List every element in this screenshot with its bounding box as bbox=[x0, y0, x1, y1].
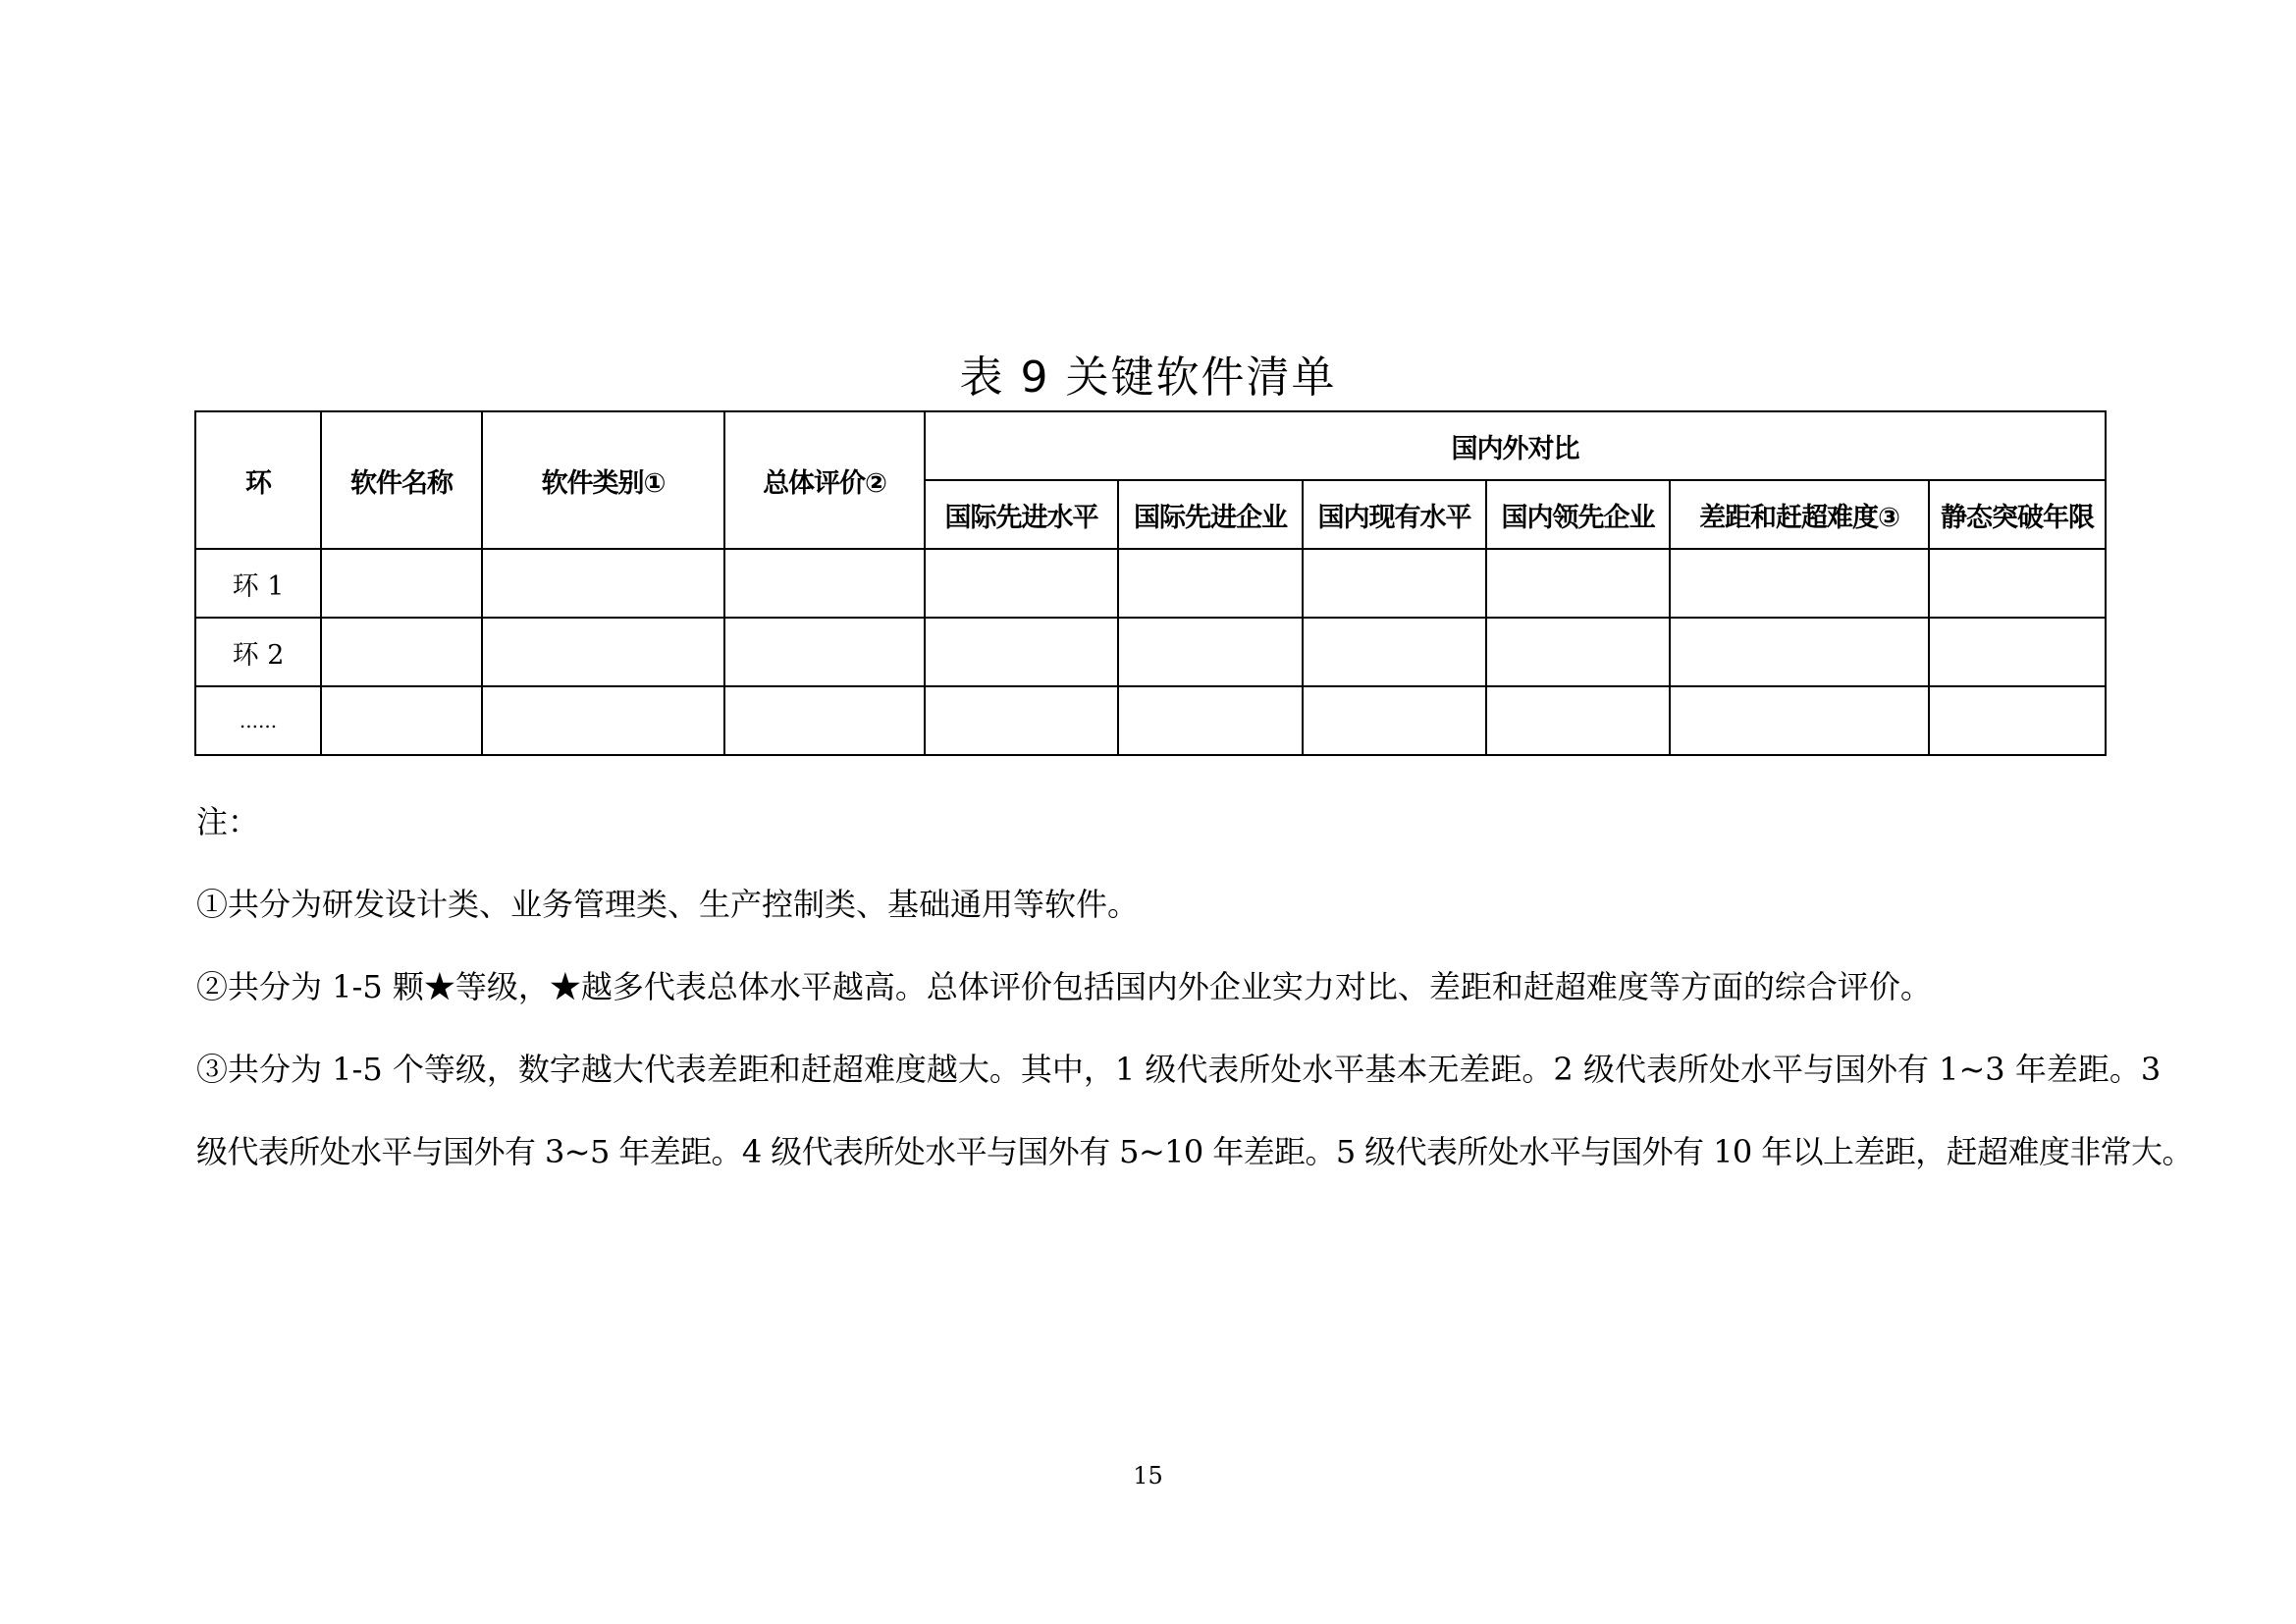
table-cell bbox=[1303, 549, 1486, 618]
header-domestic-leading-enterprise: 国内领先企业 bbox=[1486, 480, 1670, 549]
table-row bbox=[195, 686, 2106, 755]
page-number: 15 bbox=[1133, 1462, 1163, 1489]
table-cell bbox=[1486, 686, 1670, 755]
table-cell bbox=[724, 618, 925, 686]
table-header-row bbox=[195, 411, 2106, 480]
table-cell bbox=[1486, 549, 1670, 618]
table-cell bbox=[482, 618, 724, 686]
header-breakthrough-years: 静态突破年限 bbox=[1929, 480, 2106, 549]
table-cell bbox=[1929, 618, 2106, 686]
table-title: 表 9 关键软件清单 bbox=[959, 352, 1337, 403]
table-cell bbox=[1118, 618, 1303, 686]
table-cell bbox=[925, 549, 1118, 618]
table-cell bbox=[1670, 618, 1929, 686]
ring-cell: 环 2 bbox=[195, 618, 321, 686]
table-cell bbox=[1486, 618, 1670, 686]
table-cell bbox=[925, 618, 1118, 686]
header-overall-rating: 总体评价② bbox=[724, 411, 925, 549]
header-domestic-current-level: 国内现有水平 bbox=[1303, 480, 1486, 549]
table-cell bbox=[321, 549, 482, 618]
table-cell bbox=[1118, 549, 1303, 618]
key-software-table bbox=[194, 410, 2107, 756]
note-line: ①共分为研发设计类、业务管理类、生产控制类、基础通用等软件。 bbox=[196, 886, 1140, 923]
table-cell bbox=[1670, 549, 1929, 618]
table-cell bbox=[1118, 686, 1303, 755]
note-line: ②共分为 1-5 颗★等级，★越多代表总体水平越高。总体评价包括国内外企业实力对比、差距和赶超难度等方面的综合评价。 bbox=[196, 968, 1932, 1005]
table-cell bbox=[482, 549, 724, 618]
table-cell bbox=[925, 686, 1118, 755]
table-cell bbox=[321, 686, 482, 755]
table-cell bbox=[724, 686, 925, 755]
header-intl-advanced-enterprise: 国际先进企业 bbox=[1118, 480, 1303, 549]
header-software-name: 软件名称 bbox=[321, 411, 482, 549]
table-cell bbox=[1670, 686, 1929, 755]
table-cell bbox=[1929, 686, 2106, 755]
table-cell bbox=[321, 618, 482, 686]
note-line: 级代表所处水平与国外有 3~5 年差距。4 级代表所处水平与国外有 5~10 年差距。5 级代表所处水平与国外有 10 年以上差距，赶超难度非常大。 bbox=[196, 1133, 2193, 1170]
table-cell bbox=[482, 686, 724, 755]
table-row bbox=[195, 549, 2106, 618]
ellipsis-cell: ...... bbox=[195, 686, 321, 755]
header-gap-difficulty: 差距和赶超难度③ bbox=[1670, 480, 1929, 549]
table-cell bbox=[1303, 618, 1486, 686]
header-comparison-group: 国内外对比 bbox=[925, 411, 2106, 480]
notes-section bbox=[196, 781, 2193, 1193]
notes-heading: 注： bbox=[196, 803, 260, 840]
header-intl-advanced-level: 国际先进水平 bbox=[925, 480, 1118, 549]
note-line: ③共分为 1-5 个等级，数字越大代表差距和赶超难度越大。其中，1 级代表所处水平基本无差距。2 级代表所处水平与国外有 1~3 年差距。3 bbox=[196, 1051, 2162, 1088]
table-cell bbox=[724, 549, 925, 618]
ring-cell: 环 1 bbox=[195, 549, 321, 618]
header-ring: 环 bbox=[195, 411, 321, 549]
header-software-category: 软件类别① bbox=[482, 411, 724, 549]
table-cell bbox=[1303, 686, 1486, 755]
table-row bbox=[195, 618, 2106, 686]
table-cell bbox=[1929, 549, 2106, 618]
